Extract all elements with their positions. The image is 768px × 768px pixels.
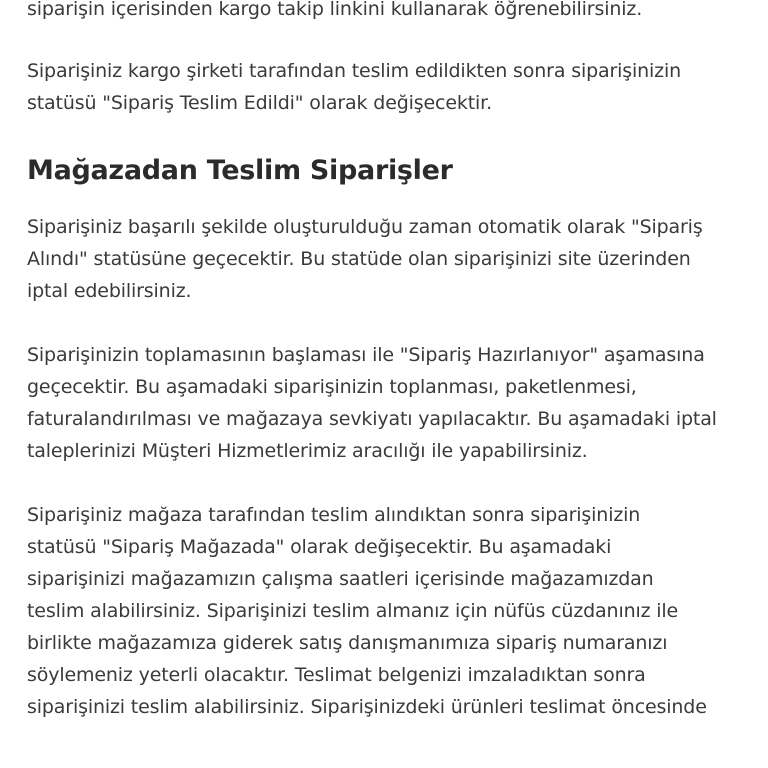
paragraph-line: iptal edebilirsiniz. xyxy=(27,280,192,302)
intro-paragraph-tracking xyxy=(27,0,747,25)
paragraph-line: taleplerinizi Müşteri Hizmetlerimiz aracılığı ile yapabilirsiniz. xyxy=(27,440,588,462)
paragraph-line: Siparişinizin toplamasının başlaması ile "Sipariş Hazırlanıyor" aşamasına xyxy=(27,344,705,366)
paragraph-line: birlikte mağazamıza giderek satış danışmanımıza sipariş numaranızı xyxy=(27,632,668,654)
section-heading: Mağazadan Teslim Siparişler xyxy=(27,155,453,186)
paragraph-line: Siparişiniz mağaza tarafından teslim alındıktan sonra siparişinizin xyxy=(27,504,641,526)
paragraph-line: siparişin içerisinden kargo takip linkini kullanarak öğrenebilirsiniz. xyxy=(27,0,643,20)
paragraph-line: söylemeniz yeterli olacaktır. Teslimat belgenizi imzaladıktan sonra xyxy=(27,664,646,686)
paragraph-line: statüsü "Sipariş Mağazada" olarak değişecektir. Bu aşamadaki xyxy=(27,536,612,558)
intro-paragraph-delivered xyxy=(27,55,747,119)
paragraph-line: Siparişiniz başarılı şekilde oluşturulduğu zaman otomatik olarak "Sipariş xyxy=(27,216,703,238)
paragraph-line: faturalandırılması ve mağazaya sevkiyatı yapılacaktır. Bu aşamadaki iptal xyxy=(27,408,717,430)
paragraph-line: siparişinizi teslim alabilirsiniz. Siparişinizdeki ürünleri teslimat öncesinde xyxy=(27,696,707,718)
paragraph-line: siparişinizi mağazamızın çalışma saatleri içerisinde mağazamızdan xyxy=(27,568,654,590)
paragraph-line: Alındı" statüsüne geçecektir. Bu statüde olan siparişinizi site üzerinden xyxy=(27,248,691,270)
paragraph-line: geçecektir. Bu aşamadaki siparişinizin toplanması, paketlenmesi, xyxy=(27,376,637,398)
paragraph-order-preparing xyxy=(27,339,747,467)
paragraph-line: teslim alabilirsiniz. Siparişinizi teslim almanız için nüfüs cüzdanınız ile xyxy=(27,600,679,622)
paragraph-order-in-store xyxy=(27,499,747,723)
paragraph-order-received xyxy=(27,211,747,307)
article-content xyxy=(27,0,747,755)
paragraph-line: Siparişiniz kargo şirketi tarafından teslim edildikten sonra siparişinizin xyxy=(27,60,682,82)
paragraph-line: statüsü "Sipariş Teslim Edildi" olarak değişecektir. xyxy=(27,92,492,114)
